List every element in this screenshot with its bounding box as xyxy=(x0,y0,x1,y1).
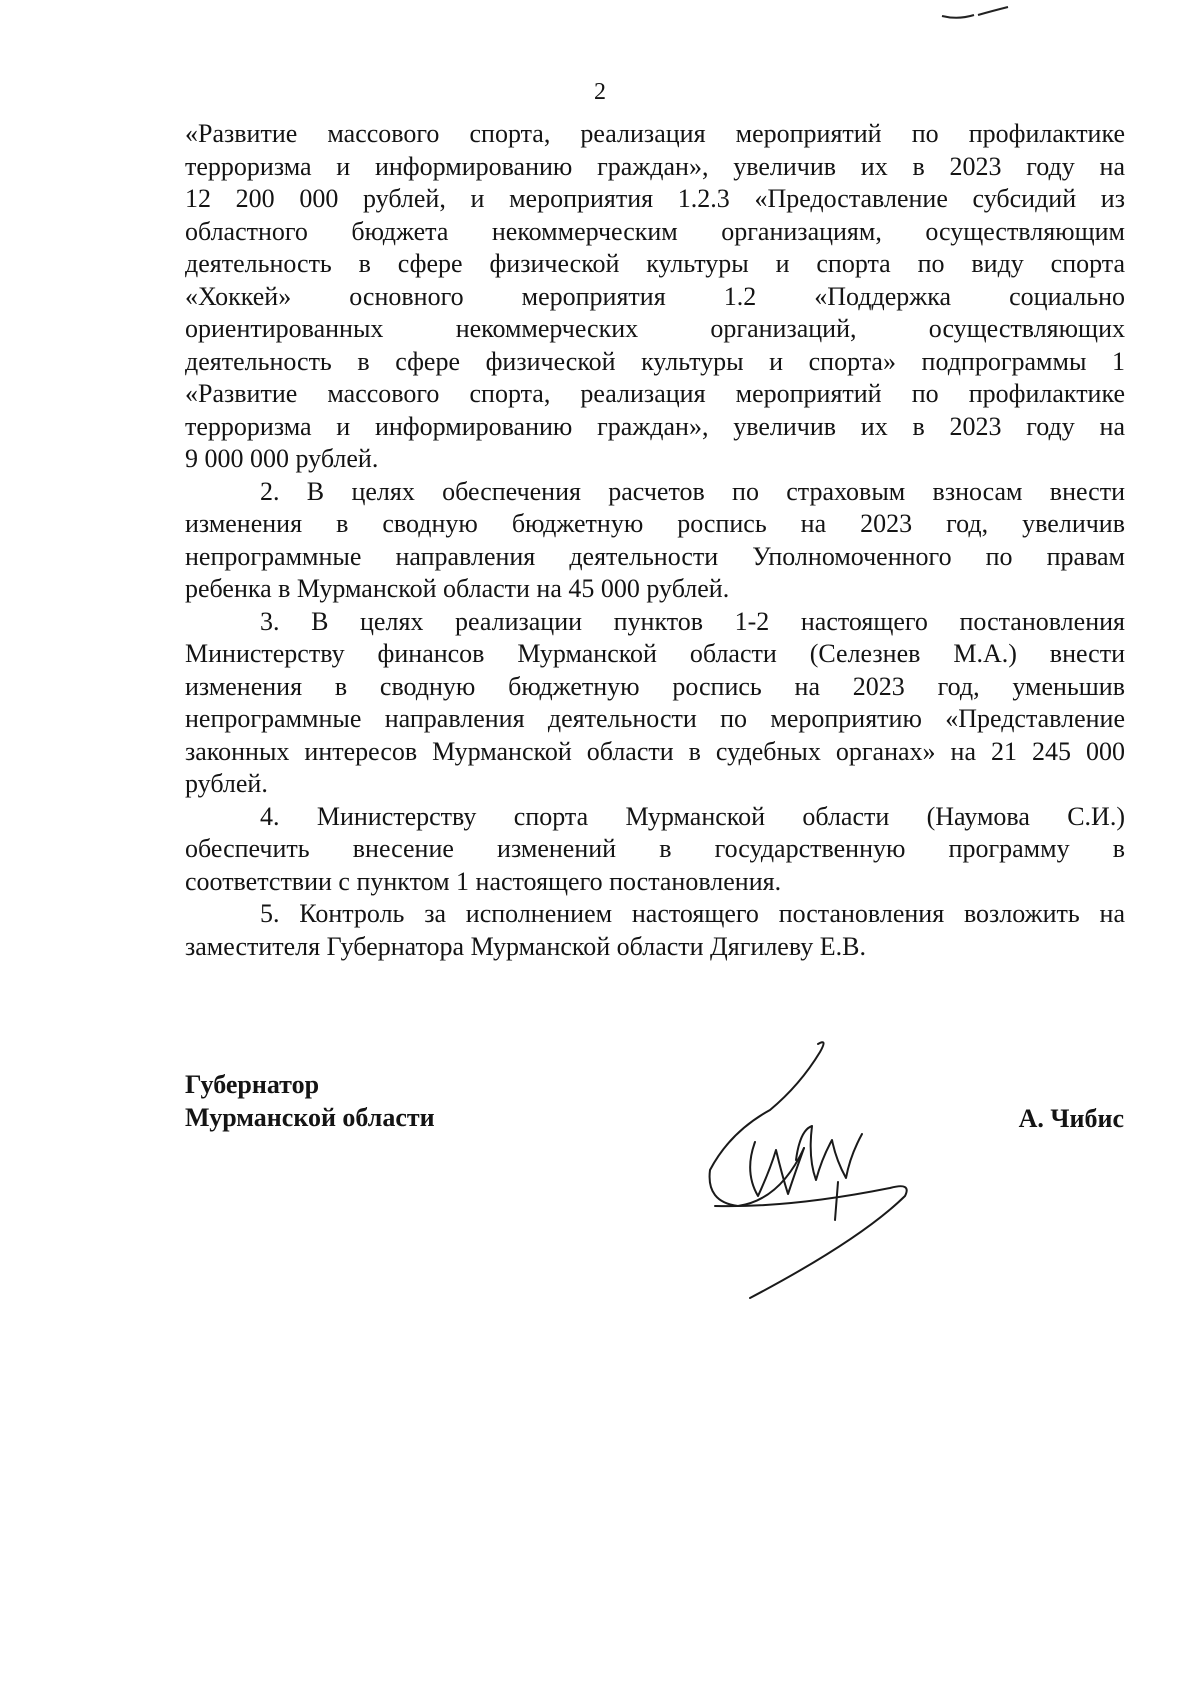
text-line: «Хоккей» основного мероприятия 1.2 «Поддержка социально xyxy=(185,281,1125,311)
text-line: 5. Контроль за исполнением настоящего постановления возложить на xyxy=(260,899,1125,928)
text-line: изменения в сводную бюджетную роспись на 2023 год, уменьшив xyxy=(185,671,1125,701)
text-line: 12 200 000 рублей, и мероприятия 1.2.3 «Предоставление субсидий из xyxy=(185,184,1125,213)
text-line: непрограммные направления деятельности по мероприятию «Представление xyxy=(185,704,1125,733)
signatory-title-line: Мурманской области xyxy=(185,1103,435,1132)
text-line: 4. Министерству спорта Мурманской области (Наумова С.И.) xyxy=(260,801,1125,831)
text-line: Министерству финансов Мурманской области (Селезнев М.А.) внести xyxy=(185,639,1125,668)
text-line: «Развитие массового спорта, реализация мероприятий по профилактике xyxy=(185,119,1125,148)
text-line: 9 000 000 рублей. xyxy=(185,444,379,473)
text-line: терроризма и информированию граждан», увеличив их в 2023 году на xyxy=(185,151,1125,181)
text-line: деятельность в сфере физической культуры и спорта по виду спорта xyxy=(185,249,1125,278)
text-line: обеспечить внесение изменений в государственную программу в xyxy=(185,834,1125,863)
text-line: соответствии с пунктом 1 настоящего постановления. xyxy=(185,866,782,896)
text-line: областного бюджета некоммерческим организациям, осуществляющим xyxy=(185,216,1125,246)
signatory-title-line: Губернатор xyxy=(185,1070,320,1099)
signatory-title xyxy=(185,1068,435,1134)
text-line: 2. В целях обеспечения расчетов по страховым взносам внести xyxy=(260,476,1125,506)
text-line: ориентированных некоммерческих организаций, осуществляющих xyxy=(185,314,1125,343)
text-line: деятельность в сфере физической культуры и спорта» подпрограммы 1 xyxy=(185,346,1125,376)
text-line: непрограммные направления деятельности Уполномоченного по правам xyxy=(185,541,1125,571)
text-line: «Развитие массового спорта, реализация мероприятий по профилактике xyxy=(185,379,1125,408)
text-line: ребенка в Мурманской области на 45 000 рублей. xyxy=(185,574,730,603)
handwritten-signature xyxy=(700,1030,970,1300)
text-line: терроризма и информированию граждан», увеличив их в 2023 году на xyxy=(185,411,1125,441)
text-line: заместителя Губернатора Мурманской области Дягилеву Е.В. xyxy=(185,931,866,961)
signatory-name: А. Чибис xyxy=(1018,1104,1124,1133)
page-number: 2 xyxy=(594,79,606,105)
text-line: изменения в сводную бюджетную роспись на 2023 год, увеличив xyxy=(185,509,1125,538)
document-body xyxy=(185,118,1125,963)
scan-mark xyxy=(940,4,1010,22)
text-line: рублей. xyxy=(185,769,268,798)
text-line: законных интересов Мурманской области в судебных органах» на 21 245 000 xyxy=(185,736,1125,766)
text-line: 3. В целях реализации пунктов 1-2 настоящего постановления xyxy=(260,606,1125,636)
